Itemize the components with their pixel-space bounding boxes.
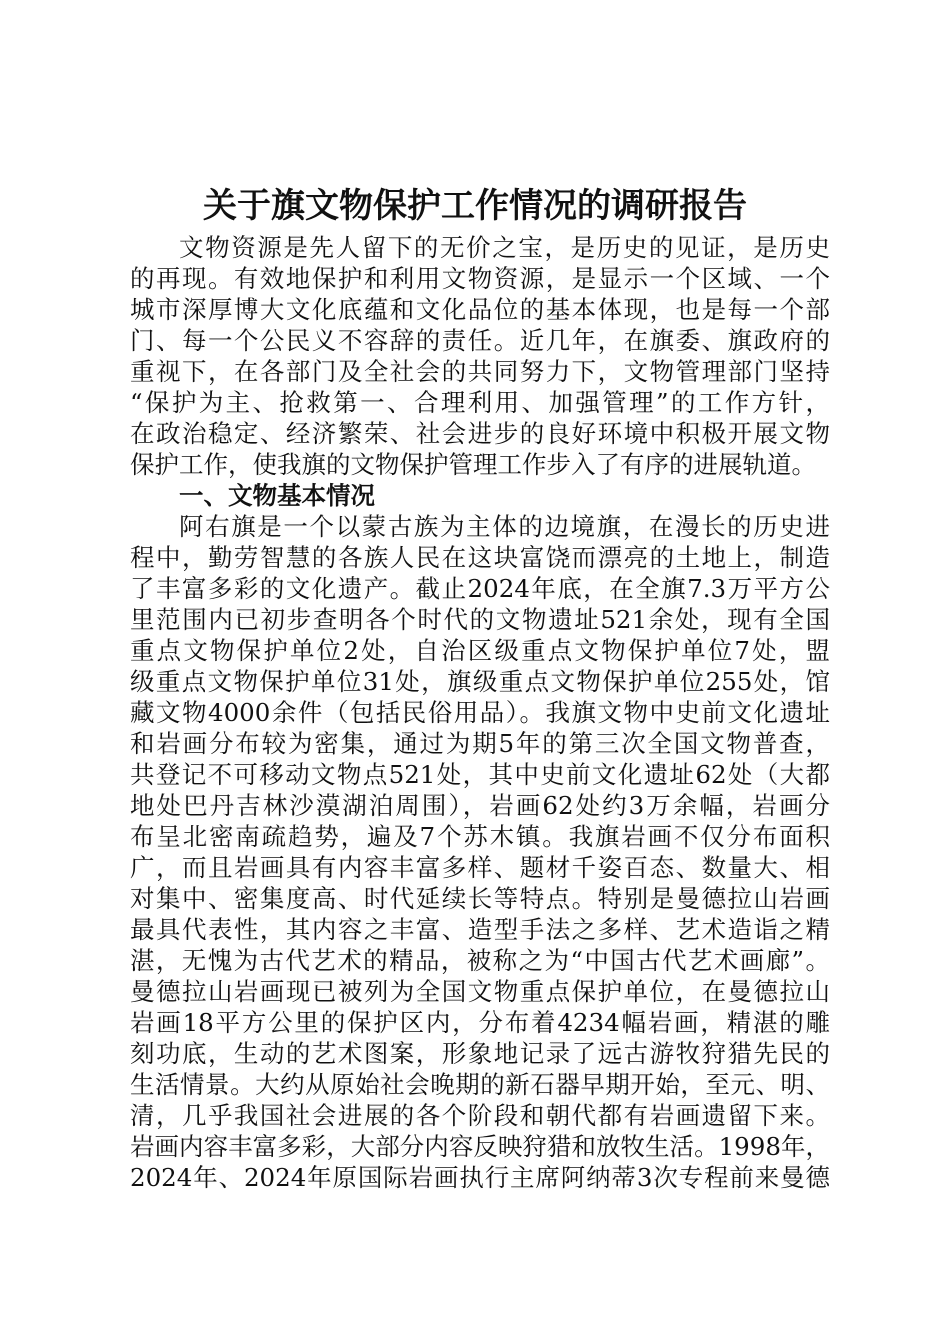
section-line: 2024年、2024年原国际岩画执行主席阿纳蒂3次专程前来曼德 [130,1163,830,1192]
section-heading: 一、文物基本情况 [179,481,375,510]
section-line: 布呈北密南疏趋势，遍及7个苏木镇。我旗岩画不仅分布面积 [130,822,830,851]
document-title: 关于旗文物保护工作情况的调研报告 [203,186,747,226]
intro-line: 文物资源是先人留下的无价之宝，是历史的见证，是历史 [179,233,830,262]
intro-line: “保护为主、抢救第一、合理利用、加强管理”的工作方针， [130,388,830,417]
section-line: 岩画18平方公里的保护区内，分布着4234幅岩画，精湛的雕 [130,1008,830,1037]
intro-line: 重视下，在各部门及全社会的共同努力下，文物管理部门坚持 [130,357,830,386]
section-line: 阿右旗是一个以蒙古族为主体的边境旗，在漫长的历史进 [179,512,830,541]
section-line: 曼德拉山岩画现已被列为全国文物重点保护单位，在曼德拉山 [130,977,830,1006]
section-line: 对集中、密集度高、时代延续长等特点。特别是曼德拉山岩画 [130,884,830,913]
section-line: 最具代表性，其内容之丰富、造型手法之多样、艺术造诣之精 [130,915,830,944]
intro-line: 城市深厚博大文化底蕴和文化品位的基本体现，也是每一个部 [130,295,830,324]
section-line: 里范围内已初步查明各个时代的文物遗址521余处，现有全国 [130,605,830,634]
intro-line: 保护工作，使我旗的文物保护管理工作步入了有序的进展轨道。 [130,450,816,479]
section-line: 广，而且岩画具有内容丰富多样、题材千姿百态、数量大、相 [130,853,830,882]
section-line: 级重点文物保护单位31处，旗级重点文物保护单位255处，馆 [130,667,830,696]
section-line: 刻功底，生动的艺术图案，形象地记录了远古游牧狩猎先民的 [130,1039,830,1068]
intro-line: 在政治稳定、经济繁荣、社会进步的良好环境中积极开展文物 [130,419,830,448]
intro-line: 门、每一个公民义不容辞的责任。近几年，在旗委、旗政府的 [130,326,830,355]
section-line: 藏文物4000余件（包括民俗用品）。我旗文物中史前文化遗址 [130,698,830,727]
section-line: 湛，无愧为古代艺术的精品，被称之为“中国古代艺术画廊”。 [130,946,830,975]
section-line: 生活情景。大约从原始社会晚期的新石器早期开始，至元、明、 [130,1070,830,1099]
intro-line: 的再现。有效地保护和利用文物资源，是显示一个区域、一个 [130,264,830,293]
section-line: 清，几乎我国社会进展的各个阶段和朝代都有岩画遗留下来。 [130,1101,830,1130]
section-line: 共登记不可移动文物点521处，其中史前文化遗址62处（大都 [130,760,830,789]
section-line: 程中，勤劳智慧的各族人民在这块富饶而漂亮的土地上，制造 [130,543,830,572]
section-line: 了丰富多彩的文化遗产。截止2024年底，在全旗7.3万平方公 [130,574,830,603]
document-body [130,232,830,1193]
section-line: 和岩画分布较为密集，通过为期5年的第三次全国文物普查， [130,729,830,758]
section-line: 地处巴丹吉林沙漠湖泊周围），岩画62处约3万余幅，岩画分 [130,791,830,820]
section-line: 岩画内容丰富多彩，大部分内容反映狩猎和放牧生活。1998年， [130,1132,830,1161]
section-line: 重点文物保护单位2处，自治区级重点文物保护单位7处，盟 [130,636,830,665]
